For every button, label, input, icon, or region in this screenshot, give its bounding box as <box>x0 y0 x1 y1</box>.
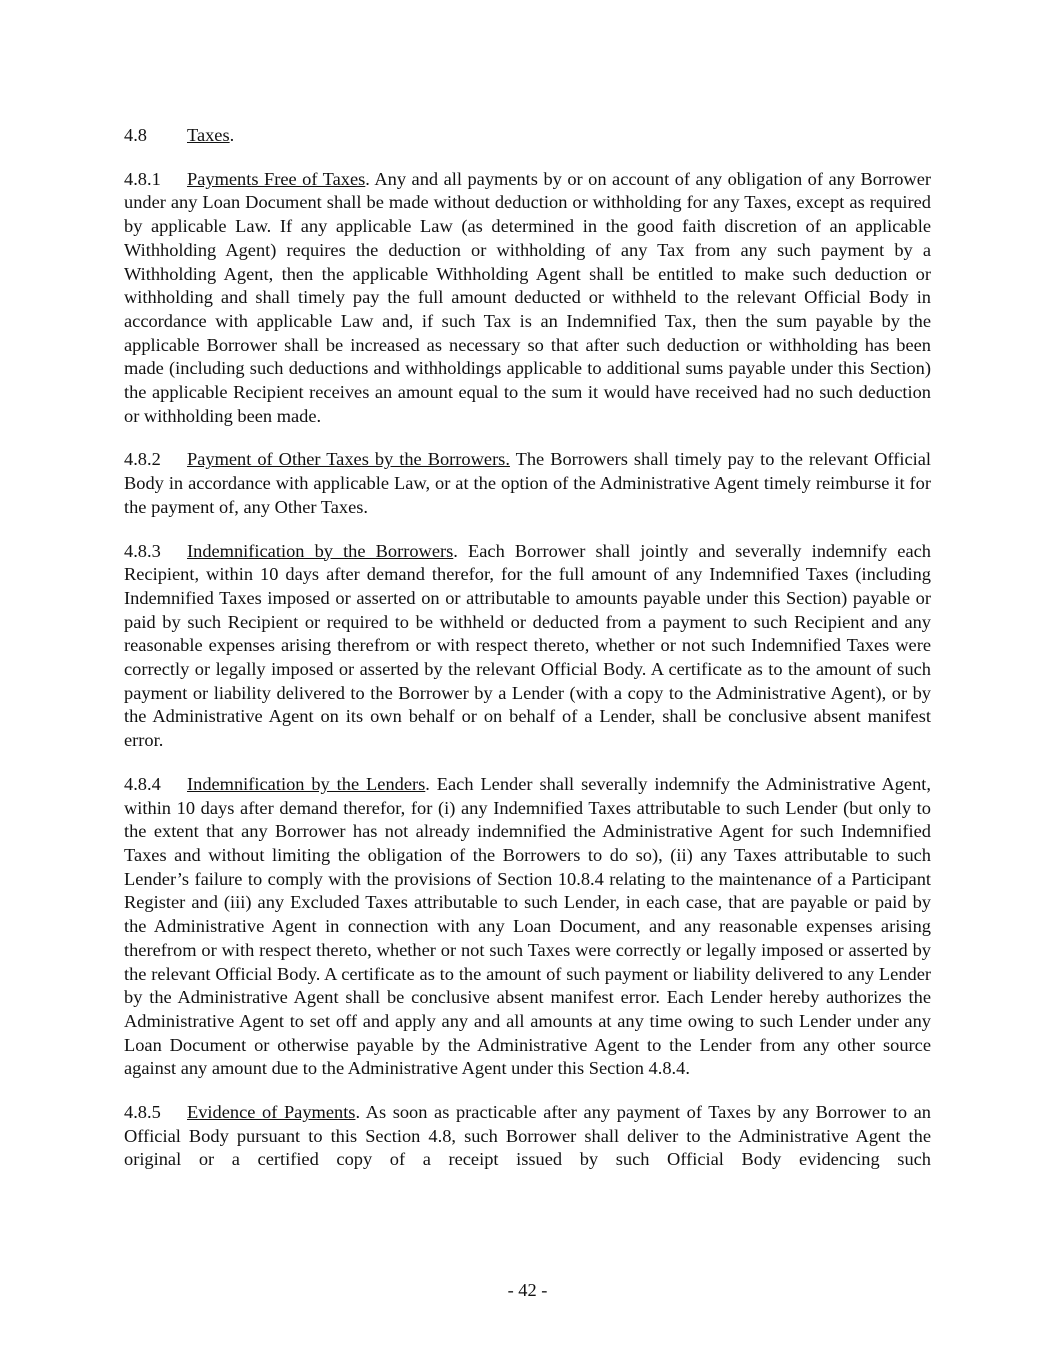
section-4-8-4: 4.8.4 Indemnification by the Lenders. Each Lender shall severally indemnify the Administrative Agent, within 10 days after demand therefor, for (i) any Indemnified Taxes attributable to such Lender (but only to the extent that any Borrower has not already indemnified the Administrative Agent for such Indemnified Taxes and without limiting the obligation of the Borrowers to do so), (ii) any Taxes attributable to such Lender’s failure to comply with the provisions of Section 10.8.4 relating to the maintenance of a Participant Register and (iii) any Excluded Taxes attributable to such Lender, in each case, that are payable or paid by the Administrative Agent in connection with any Loan Document, and any reasonable expenses arising therefrom or with respect thereto, whether or not such Taxes were correctly or legally imposed or asserted by the relevant Official Body. A certificate as to the amount of such payment or liability delivered to any Lender by the Administrative Agent shall be conclusive absent manifest error. Each Lender hereby authorizes the Administrative Agent to set off and apply any and all amounts at any time owing to such Lender under any Loan Document or otherwise payable by the Administrative Agent to the Lender from any other source against any amount due to the Administrative Agent under this Section 4.8.4. <box>124 773 931 1079</box>
section-4-8-5: 4.8.5 Evidence of Payments. As soon as practicable after any payment of Taxes by any Borrower to an Official Body pursuant to this Section 4.8, such Borrower shall deliver to the Administrative Agent the original or a certified copy of a receipt issued by such Official Body evidencing such <box>124 1102 931 1170</box>
section-4-8-1: 4.8.1 Payments Free of Taxes. Any and all payments by or on account of any obligation of any Borrower under any Loan Document shall be made without deduction or withholding for any Taxes, except as required by applicable Law. If any applicable Law (as determined in the good faith discretion of an applicable Withholding Agent) requires the deduction or withholding of any Tax from any such payment by a Withholding Agent, then the applicable Withholding Agent shall be entitled to make such deduction or withholding and shall timely pay the full amount deducted or withheld to the relevant Official Body in accordance with applicable Law and, if such Tax is an Indemnified Tax, then the sum payable by the applicable Borrower shall be increased as necessary so that after such deduction or withholding has been made (including such deductions and withholdings applicable to additional sums payable under this Section) the applicable Recipient receives an amount equal to the sum it would have received had no such deduction or withholding been made. <box>124 168 931 426</box>
section-heading: Taxes <box>187 125 230 145</box>
section-heading: Payments Free of Taxes <box>187 168 366 189</box>
section-heading: Indemnification by the Lenders <box>187 773 426 794</box>
section-heading: Payment of Other Taxes by the Borrowers. <box>187 449 510 470</box>
section-title: 4.8 Taxes. <box>124 125 235 145</box>
section-heading: Indemnification by the Borrowers <box>187 540 454 561</box>
page-number: - 42 - <box>507 1280 548 1300</box>
document-page <box>124 124 931 1192</box>
section-4-8-2: 4.8.2 Payment of Other Taxes by the Borrowers. The Borrowers shall timely pay to the relevant Official Body in accordance with applicable Law, or at the option of the Administrative Agent timely reimburse it for the payment of, any Other Taxes. <box>124 449 931 517</box>
section-heading: Evidence of Payments <box>187 1102 356 1123</box>
section-4-8-3: 4.8.3 Indemnification by the Borrowers. Each Borrower shall jointly and severally indemnify each Recipient, within 10 days after demand therefor, for the full amount of any Indemnified Taxes (including Indemnified Taxes imposed or asserted on or attributable to amounts payable under this Section) payable or paid by such Recipient or required to be withheld or deducted from a payment to such Recipient and any reasonable expenses arising therefrom or with respect thereto, whether or not such Indemnified Taxes were correctly or legally imposed or asserted by the relevant Official Body. A certificate as to the amount of such payment or liability delivered to the Borrower by a Lender (with a copy to the Administrative Agent), or by the Administrative Agent on its own behalf or on behalf of a Lender, shall be conclusive absent manifest error. <box>124 540 931 751</box>
